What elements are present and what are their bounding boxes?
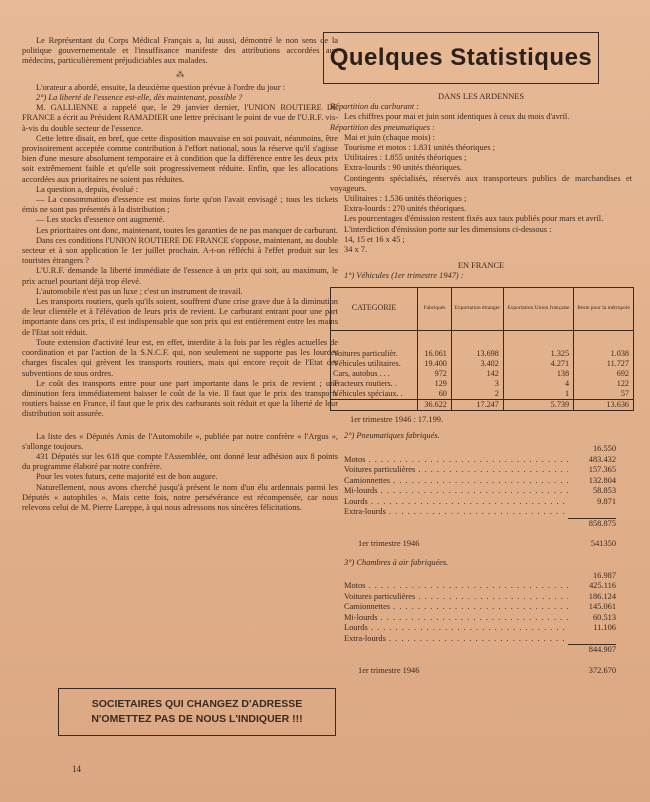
table-row xyxy=(331,389,634,400)
table-cell: 129 xyxy=(418,379,452,389)
paragraph: Pour les votes futurs, cette majorité est de bon augure. xyxy=(36,472,218,482)
paragraph: Les chiffres pour mai et juin sont identiques à ceux du mois d'avril. xyxy=(344,112,570,122)
line: Extra-lourds : 270 unités théoriques. xyxy=(344,204,467,214)
table-cell: 2 xyxy=(451,389,503,400)
table-row xyxy=(331,359,634,369)
list-item: Lourds . . . 11.106 xyxy=(344,623,616,634)
list-item: Motos . . . 483.432 xyxy=(344,455,616,466)
table-header: Exportation Union française xyxy=(503,287,573,330)
paragraph: Le coût des transports entre pour une part importante dans le prix de revient ; une diminution fera immédiatement baisser le coût de la vie. Il faut que le prix des transports routiers baisse en France, il faut que le prix des carburants soit réduit et que la liberté de leur distribution soit assurée. xyxy=(22,378,338,419)
table-total-row xyxy=(331,399,634,410)
line: Extra-lourds : 90 unités théoriques. xyxy=(344,163,462,173)
paragraph: 431 Députés sur les 618 que compte l'Assemblée, ont donné leur adhésion aux 8 points du programme élaboré par notre confrère. xyxy=(22,451,338,472)
paragraph: L'U.R.F. demande la liberté immédiate de l'essence à un prix qui soit, au maximum, le prix actuel pourtant déjà trop élevé. xyxy=(22,266,338,286)
notice-line-2: N'OMETTEZ PAS DE NOUS L'INDIQUER !!! xyxy=(91,713,303,725)
paragraph: — La consommation d'essence est moins forte qu'on l'avait envisagé ; tous les tickets émis ne sont pas présentés à la distribution ; xyxy=(22,195,338,215)
table-cell: 972 xyxy=(418,369,452,379)
table-cell: 138 xyxy=(503,369,573,379)
list-item: Mi-lourds . . . 58.853 xyxy=(344,486,616,497)
list-item: 16.987 xyxy=(592,570,616,580)
section-heading-france: EN FRANCE xyxy=(457,261,505,271)
paragraph: L'automobile n'est pas un luxe ; c'est un instrument de travail. xyxy=(36,286,243,296)
table-cell: 13.636 xyxy=(574,399,634,410)
chambres-list xyxy=(344,571,616,677)
paragraph: L'orateur a abordé, ensuite, la deuxième question prévue à l'ordre du jour : xyxy=(36,82,286,92)
list-item: Extra-lourds . . . xyxy=(344,634,616,645)
pneus-list xyxy=(344,444,616,550)
list-item: Lourds . . . 9.871 xyxy=(344,497,616,508)
paragraph: M. GALLIENNE a rappelé que, le 29 janvier dernier, l'UNION ROUTIERE DE FRANCE a écrit au Président RAMADIER une lettre précisant le point de vue de l'U.R.F. vis-à-vis du double secteur de l'essence. xyxy=(22,103,338,133)
paragraph: Les pourcentages d'émission restent fixés aux taux publiés pour mars et avril. xyxy=(344,214,604,224)
paragraph: — Les stocks d'essence ont augmenté. xyxy=(36,215,165,225)
list-item-1946: 1er trimestre 1946 541350 xyxy=(358,539,616,549)
table-row xyxy=(331,379,634,389)
paragraph: L'interdiction d'émission porte sur les dimensions ci-dessous : xyxy=(344,224,552,234)
list-total: 858.875 xyxy=(344,518,616,530)
paragraph: Les transports routiers, quels qu'ils soient, souffrent d'une crise grave due à la diminution de leur clientèle et à l'élévation de leurs prix de revient. Le carburant entrant pour une part importante dans ces prix, il est indispensable que son prix qui est entièrement entre les mains de l'Etat soit réduit. xyxy=(22,297,338,337)
table-cell: 16.061 xyxy=(418,330,452,359)
list-total: 844.907 xyxy=(344,644,616,656)
table-cell: 692 xyxy=(574,369,634,379)
list-item: Camionnettes . . . 145.061 xyxy=(344,602,616,613)
table-cell: 3.402 xyxy=(451,359,503,369)
table-cell: 11.727 xyxy=(574,359,634,369)
subheading-carburant: Répartition du carburant : xyxy=(330,102,420,112)
table-cell xyxy=(331,399,418,410)
table-cell: 1.325 xyxy=(503,330,573,359)
line: Utilitaires : 1.855 unités théoriques ; xyxy=(344,153,467,163)
paragraph: Toute extension d'activité leur est, en effet, interdite à la fois par les règles actuelles de coordination et par l'action de la S.N.C.F. qui, non seulement ne supporte pas les lourdes charges fiscales qui grèvent les transports routiers, mais qui encore reçoit de l'Etat des subventions de tous ordres. xyxy=(22,337,338,378)
list-item: Voitures particulières . . . 186.124 xyxy=(344,592,616,603)
list-item: Voitures particulières . . . 157.365 xyxy=(344,465,616,476)
section-heading-ardennes: DANS LES ARDENNES xyxy=(437,92,525,101)
table-cell: 4 xyxy=(503,379,573,389)
table-cell: 17.247 xyxy=(451,399,503,410)
table-cell: 13.698 xyxy=(451,330,503,359)
table-cell: Véhicules utilitaires. xyxy=(331,359,418,369)
subheading-vehicules: 1°) Véhicules (1er trimestre 1947) : xyxy=(344,271,464,281)
table-cell: 1 xyxy=(503,389,573,400)
table-cell: 19.400 xyxy=(418,359,452,369)
table-cell: 1.038 xyxy=(574,330,634,359)
table-cell: Voitures particulièr. xyxy=(331,330,418,359)
table-cell: 3 xyxy=(451,379,503,389)
line: 34 x 7. xyxy=(344,245,368,255)
subheading-chambres: 3°) Chambres à air fabriquées. xyxy=(344,557,449,567)
table-cell: Tracteurs routiers. . xyxy=(331,379,418,389)
line: Utilitaires : 1.536 unités théoriques ; xyxy=(344,194,467,204)
line: Tourisme et motos : 1.831 unités théoriques ; xyxy=(344,143,496,153)
subheading-pneumatiques: Répartition des pneumatiques : xyxy=(330,122,435,132)
table-header: Fabriqués xyxy=(418,287,452,330)
address-change-notice xyxy=(58,688,336,736)
paragraph: La liste des « Députés Amis de l'Automobile », publiée par notre confrère « l'Argus », s'allonge toujours. xyxy=(22,431,338,451)
table-row xyxy=(331,369,634,379)
table-cell: Véhicules spéciaux. . xyxy=(331,389,418,400)
list-item: Extra-lourds . . . xyxy=(344,507,616,518)
list-item: Motos . . . 425.116 xyxy=(344,581,616,592)
paragraph: Le Représentant du Corps Médical Français a, lui aussi, démontré le non sens de la politique gouvernementale et l'insuffisance manifeste des attributions accordées aux médecins, particulièrement préjudiciables aux malades. xyxy=(22,36,338,66)
ornament: ⁂ xyxy=(175,69,185,79)
page-title: Quelques Statistiques xyxy=(323,32,599,84)
table-cell: 5.739 xyxy=(503,399,573,410)
list-item: 16.550 xyxy=(592,444,616,454)
table-cell: 4.271 xyxy=(503,359,573,369)
list-item: Camionnettes . . . 132.804 xyxy=(344,476,616,487)
table-cell: 142 xyxy=(451,369,503,379)
table-row xyxy=(331,330,634,359)
subheading-pneus-fabriques: 2°) Pneumatiques fabriqués. xyxy=(344,430,440,440)
line: 14, 15 et 16 x 45 ; xyxy=(344,234,405,244)
table-header: Exportation étranger xyxy=(451,287,503,330)
paragraph: Dans ces conditions l'UNION ROUTIERE DE FRANCE s'oppose, maintenant, au double secteur et à son application le 1er juillet prochain. A-t-on réfléchi à l'effet produit sur les touristes étrangers ? xyxy=(22,235,338,266)
table-cell: 36.622 xyxy=(418,399,452,410)
table-cell: Cars, autobus . . . xyxy=(331,369,418,379)
paragraph: La question a, depuis, évolué : xyxy=(36,184,139,194)
left-column xyxy=(22,36,338,513)
paragraph: Naturellement, nous avons cherché jusqu'à présent le nom d'un élu ardennais parmi les Députés « autophiles ». Mais cette fois, notre persévérance est récompensée, car nous relevons celui de M. Pierre Lareppe, à qui nous adressons nos sincères félicitations. xyxy=(22,482,338,512)
table-cell: 60 xyxy=(418,389,452,400)
table-cell: 122 xyxy=(574,379,634,389)
vehicles-1946-line: 1er trimestre 1946 : 17.199. xyxy=(350,414,444,424)
paragraph: Cette lettre disait, en bref, que cette disposition mauvaise en soi pouvait, néanmoins, être provisoirement acceptée comme contribution à l'effort national, sous la réserve qu'il s'agisse bien d'une mesure absolument temporaire et à condition que la différence entre les deux prix soit extrêmement faible et qu'elle soit progressivement réduite. Enfin, que les allocations accordées aux prioritaires ne soient pas réduites. xyxy=(22,133,338,184)
vehicles-table xyxy=(330,287,634,411)
table-header: Reste pour la métropole xyxy=(574,287,634,330)
line: Mai et juin (chaque mois) : xyxy=(344,132,435,142)
paragraph: Les prioritaires ont donc, maintenant, toutes les garanties de ne pas manquer de carburant. xyxy=(36,225,338,235)
list-item: Mi-lourds . . . 60.513 xyxy=(344,613,616,624)
table-cell: 57 xyxy=(574,389,634,400)
table-header: CATEGORIE xyxy=(331,287,418,330)
right-column xyxy=(330,92,632,676)
notice-line-1: SOCIETAIRES QUI CHANGEZ D'ADRESSE xyxy=(91,698,303,710)
page-number: 14 xyxy=(72,764,81,774)
paragraph: Contingents spécialisés, réservés aux transporteurs publics de marchandises et voyageurs. xyxy=(330,173,632,193)
list-item-1946: 1er trimestre 1946 372.670 xyxy=(358,665,616,675)
question-heading: 2°) La liberté de l'essence est-elle, dès maintenant, possible ? xyxy=(36,93,243,103)
